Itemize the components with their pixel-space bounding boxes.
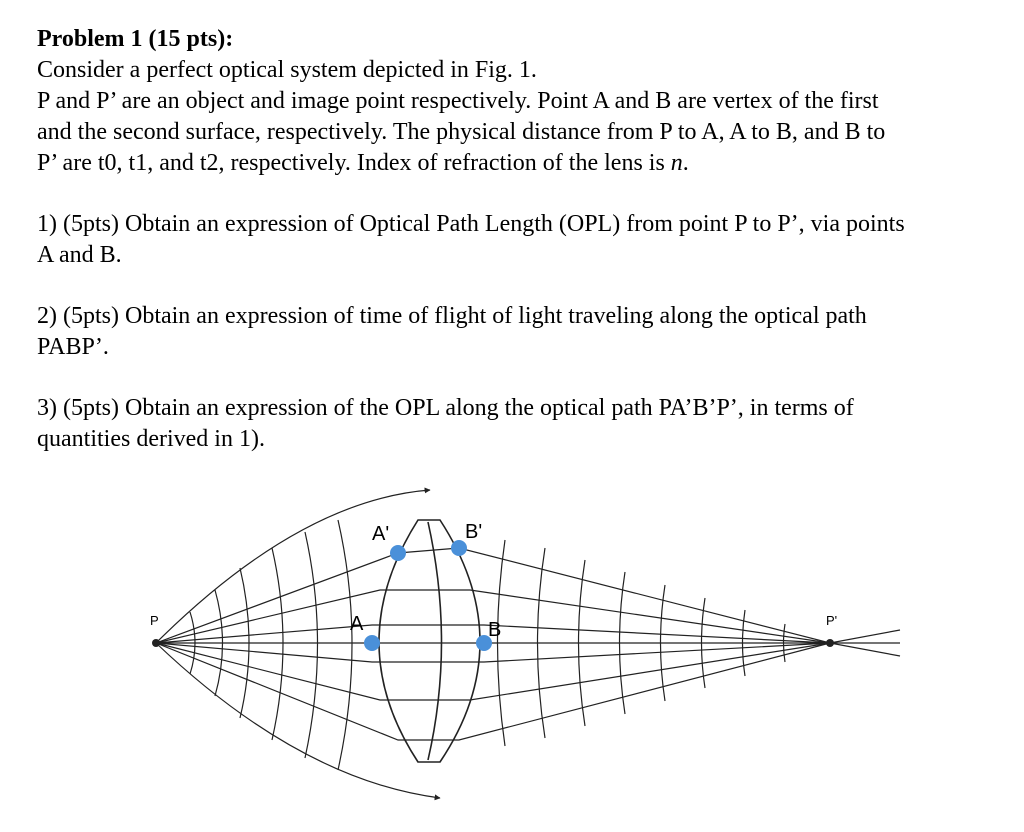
label-b-prime: B': [465, 521, 483, 543]
point-a-prime: [390, 545, 406, 561]
refractive-index-variable: n: [670, 150, 683, 176]
problem-title: Problem 1 (15 pts):: [37, 26, 234, 52]
question-2-line-2: PABP’.: [37, 334, 109, 360]
object-wavefronts: [190, 520, 352, 770]
question-1-line-2: A and B.: [37, 242, 122, 268]
vertex-point-a: [364, 635, 380, 651]
question-2-line-1: 2) (5pts) Obtain an expression of time of flight of light traveling along the optical path: [37, 303, 867, 329]
label-p: P: [150, 613, 159, 628]
label-a-prime: A': [372, 523, 390, 545]
image-point-p-prime: [826, 639, 834, 647]
intro-line-4: [37, 148, 1012, 179]
intro-line-1: Consider a perfect optical system depicted in Fig. 1.: [37, 57, 537, 83]
intro-line-4-text: P’ are t0, t1, and t2, respectively. Index of refraction of the lens is: [37, 150, 671, 176]
intro-line-2: P and P’ are an object and image point respectively. Point A and B are vertex of the first: [37, 88, 879, 114]
problem-document: [37, 24, 1012, 455]
intro-line-3: and the second surface, respectively. The physical distance from P to A, A to B, and B to: [37, 119, 886, 145]
object-point-p: [152, 639, 160, 647]
question-3-line-1: 3) (5pts) Obtain an expression of the OPL along the optical path PA’B’P’, in terms of: [37, 395, 854, 421]
ray-bundle: [156, 490, 900, 798]
label-p-prime: P': [826, 613, 838, 628]
label-b: B: [488, 619, 502, 641]
question-3-line-2: quantities derived in 1).: [37, 426, 265, 452]
intro-line-4-period: .: [682, 150, 689, 176]
label-a: A: [350, 613, 364, 635]
optical-system-figure: [0, 470, 1024, 825]
question-1-line-1: 1) (5pts) Obtain an expression of Optical Path Length (OPL) from point P to P’, via points: [37, 211, 905, 237]
